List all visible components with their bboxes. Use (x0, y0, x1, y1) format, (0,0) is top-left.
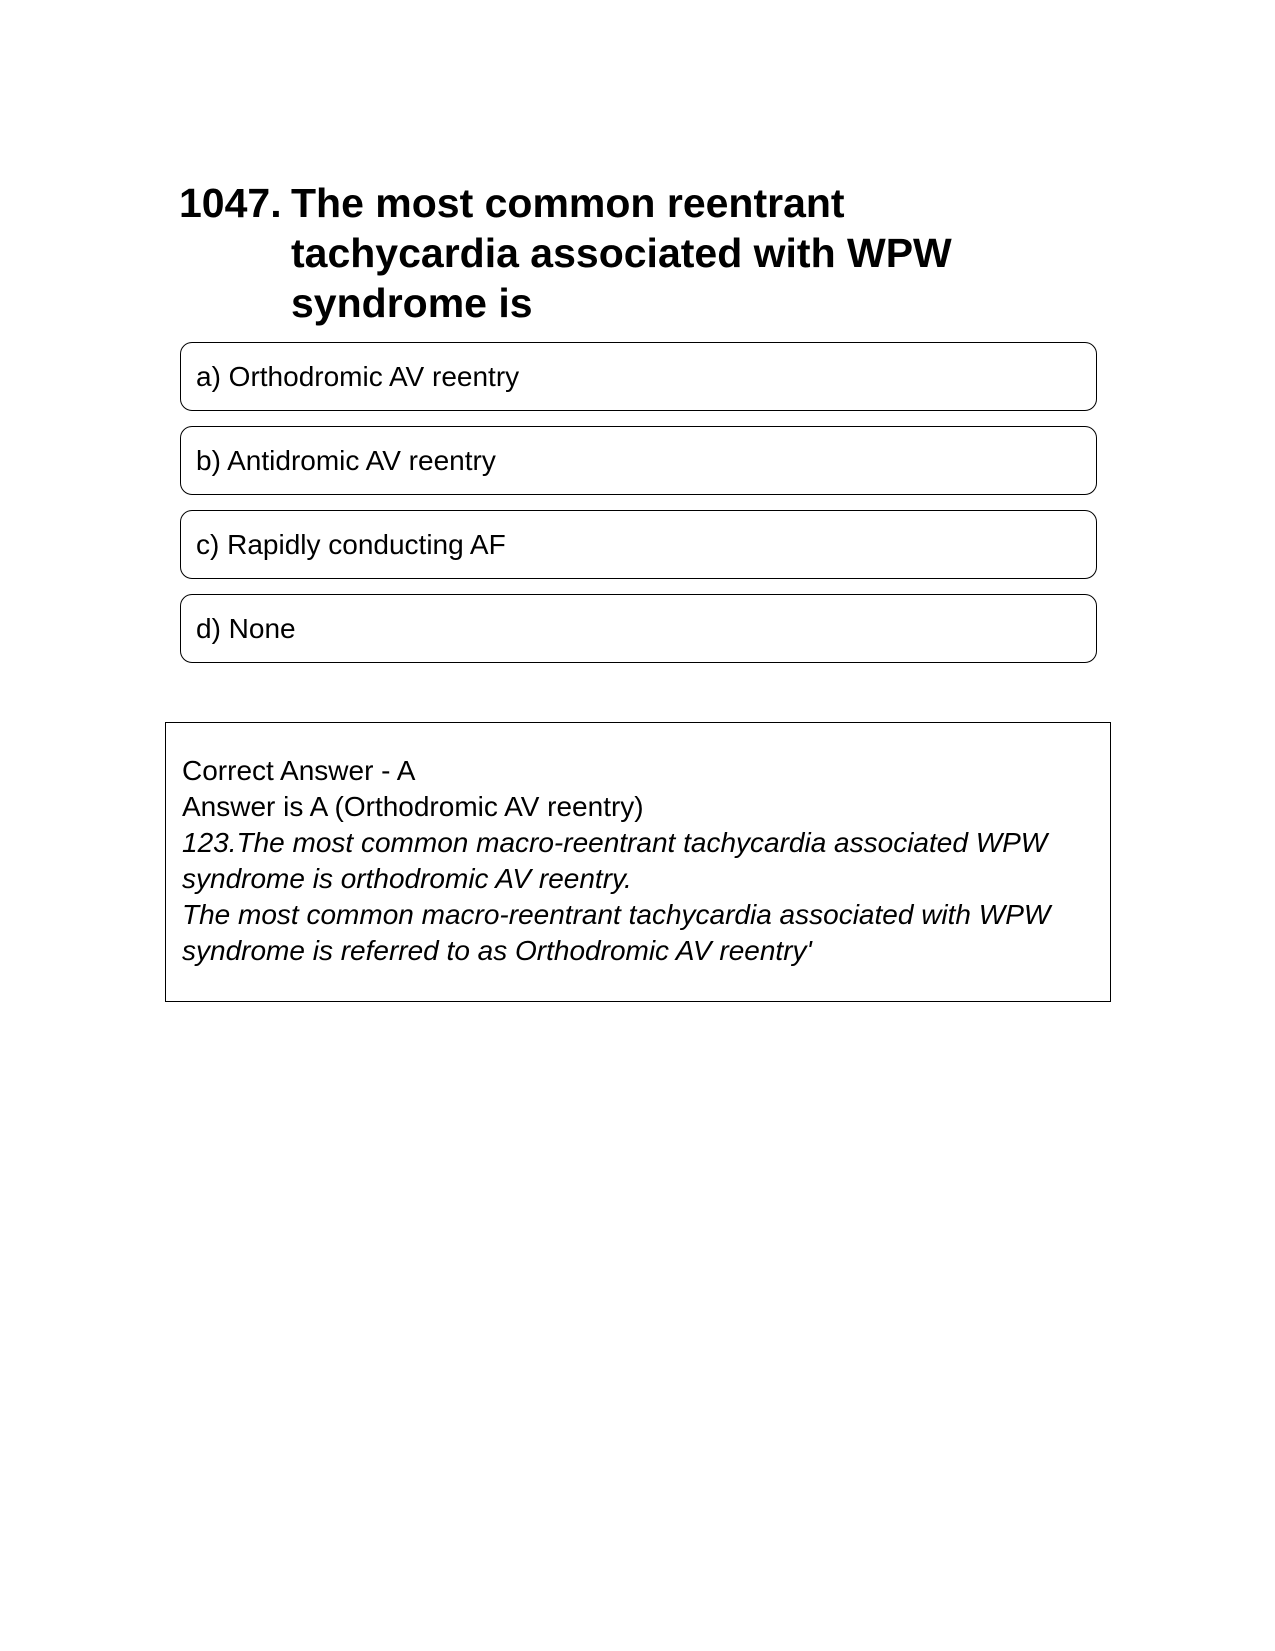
options-list (180, 342, 1097, 678)
answer-summary: Answer is A (Orthodromic AV reentry) (182, 791, 644, 822)
option-c[interactable]: c) Rapidly conducting AF (180, 510, 1097, 579)
option-a[interactable]: a) Orthodromic AV reentry (180, 342, 1097, 411)
answer-box (165, 722, 1111, 1002)
question-heading (179, 178, 1099, 328)
question-number: 1047. (179, 180, 282, 226)
option-b[interactable]: b) Antidromic AV reentry (180, 426, 1097, 495)
correct-answer: Correct Answer - A (182, 755, 416, 786)
answer-explanation-1: 123.The most common macro-reentrant tachycardia associated WPW syndrome is orthodromic AV reentry. (182, 827, 1048, 894)
question-text: The most common reentrant tachycardia associated with WPW syndrome is (291, 180, 952, 326)
answer-explanation-2: The most common macro-reentrant tachycardia associated with WPW syndrome is referred to as Orthodromic AV reentry' (182, 899, 1051, 966)
option-d[interactable]: d) None (180, 594, 1097, 663)
